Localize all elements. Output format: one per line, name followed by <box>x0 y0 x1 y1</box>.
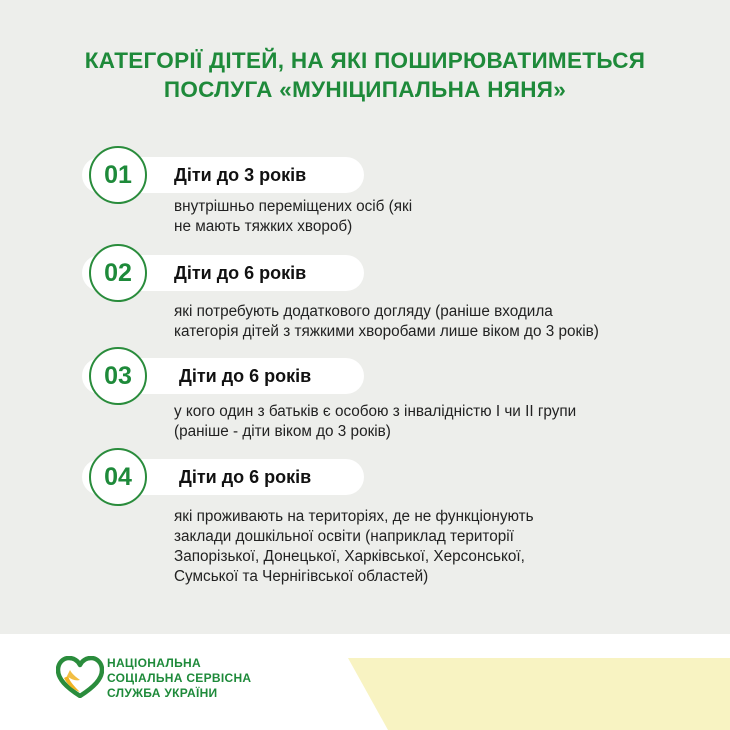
category-description-line: Запорізької, Донецької, Харківської, Херсонської, <box>174 548 525 565</box>
category-heading: Діти до 6 років <box>174 263 307 283</box>
category-item-1 <box>0 146 730 246</box>
category-description-line: які проживають на територіях, де не функціонують <box>174 508 534 525</box>
category-description-line: не мають тяжких хвороб) <box>174 218 353 235</box>
category-description <box>174 402 576 442</box>
category-description-line: Сумської та Чернігівської областей) <box>174 568 429 585</box>
organization-name-line: СЛУЖБА УКРАЇНИ <box>107 686 218 700</box>
category-description-line: у кого один з батьків є особою з інвалідністю І чи ІІ групи <box>174 403 577 420</box>
category-description-line: внутрішньо переміщених осіб (які <box>174 198 413 215</box>
category-description-line: заклади дошкільної освіти (наприклад території <box>174 528 514 545</box>
category-number-badge: 03 <box>89 347 147 405</box>
category-description-line: (раніше - діти віком до 3 років) <box>174 423 391 440</box>
category-number-badge: 01 <box>89 146 147 204</box>
category-item-2 <box>0 246 730 346</box>
category-number-badge: 04 <box>89 448 147 506</box>
category-description <box>174 197 412 237</box>
category-description <box>174 507 534 587</box>
category-item-3 <box>0 348 730 448</box>
category-description <box>174 302 599 342</box>
category-item-4 <box>0 448 730 585</box>
heart-logo-icon <box>56 656 104 698</box>
category-heading: Діти до 3 років <box>174 165 307 185</box>
page-title-line-2: ПОСЛУГА «МУНІЦИПАЛЬНА НЯНЯ» <box>163 77 567 102</box>
page-title-line-1: КАТЕГОРІЇ ДІТЕЙ, НА ЯКІ ПОШИРЮВАТИМЕТЬСЯ <box>84 48 646 73</box>
category-description-line: категорія дітей з тяжкими хворобами лише віком до 3 років) <box>174 323 599 340</box>
category-description-line: які потребують додаткового догляду (раніше входила <box>174 303 553 320</box>
category-number-badge: 02 <box>89 244 147 302</box>
organization-name <box>107 656 251 701</box>
organization-name-line: СОЦІАЛЬНА СЕРВІСНА <box>107 671 252 685</box>
category-heading: Діти до 6 років <box>179 366 312 386</box>
page-title <box>0 46 730 104</box>
category-heading: Діти до 6 років <box>179 467 312 487</box>
organization-name-line: НАЦІОНАЛЬНА <box>107 656 201 670</box>
